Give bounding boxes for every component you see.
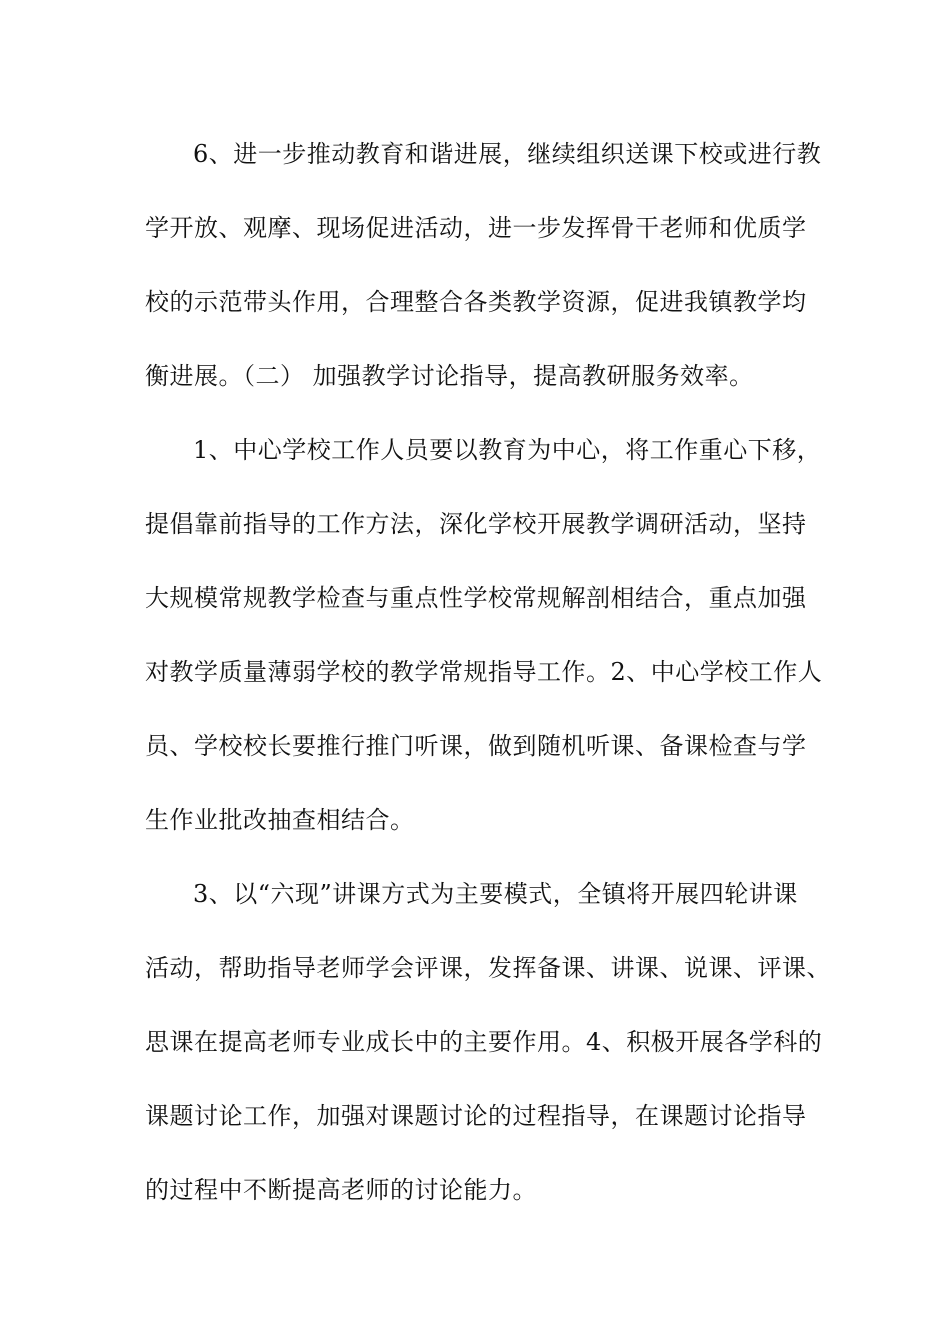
text-line: 学开放、观摩、现场促进活动，进一步发挥骨干老师和优质学: [145, 214, 807, 242]
text-line: 活动，帮助指导老师学会评课，发挥备课、讲课、说课、评课、: [145, 954, 831, 982]
text-line: 的过程中不断提高老师的讨论能力。: [145, 1176, 537, 1204]
text-line: 员、学校校长要推行推门听课，做到随机听课、备课检查与学: [145, 732, 807, 760]
document-body: [145, 134, 831, 1244]
text-line: 大规模常规教学检查与重点性学校常规解剖相结合，重点加强: [145, 584, 807, 612]
text-line: 提倡靠前指导的工作方法，深化学校开展教学调研活动，坚持: [145, 510, 807, 538]
text-line: 课题讨论工作，加强对课题讨论的过程指导，在课题讨论指导: [145, 1102, 807, 1130]
text-line: 6、进一步推动教育和谐进展，继续组织送课下校或进行教: [193, 140, 822, 168]
text-line: 衡进展。（二） 加强教学讨论指导，提高教研服务效率。: [145, 362, 754, 390]
text-line: 1、中心学校工作人员要以教育为中心，将工作重心下移，: [193, 436, 822, 464]
text-line: 校的示范带头作用，合理整合各类教学资源，促进我镇教学均: [145, 288, 807, 316]
text-line: 3、以“六现”讲课方式为主要模式，全镇将开展四轮讲课: [193, 880, 798, 908]
text-line: 思课在提高老师专业成长中的主要作用。4、积极开展各学科的: [145, 1028, 823, 1056]
text-line: 生作业批改抽查相结合。: [145, 806, 415, 834]
text-line: 对教学质量薄弱学校的教学常规指导工作。2、中心学校工作人: [145, 658, 823, 686]
